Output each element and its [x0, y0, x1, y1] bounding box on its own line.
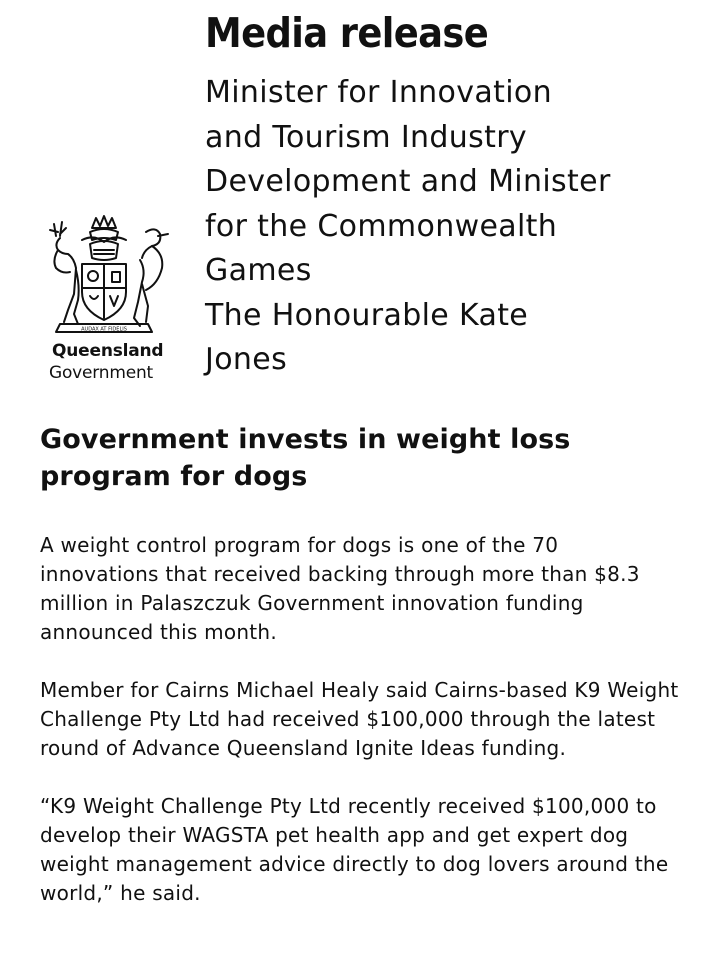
body-paragraph: “K9 Weight Challenge Pty Ltd recently received $100,000 to develop their WAGSTA pet health app and get expert dog weight management advice directly to dog lovers around the world,” he said.: [40, 794, 669, 905]
body-paragraph: A weight control program for dogs is one of the 70 innovations that received backing through more than $8.3 million in Palaszczuk Government innovation funding announced this month.: [40, 533, 640, 644]
motto-text: AUDAX AT FIDELIS: [81, 326, 127, 333]
minister-line: The Honourable Kate: [205, 297, 529, 333]
logo-wordmark-government: Government: [49, 363, 154, 383]
minister-line: for the Commonwealth: [205, 208, 558, 244]
minister-line: Minister for Innovation: [205, 75, 552, 110]
minister-line: Jones: [205, 342, 288, 377]
minister-title: [205, 71, 697, 383]
coat-of-arms-icon: [34, 210, 174, 338]
minister-line: and Tourism Industry: [205, 119, 528, 155]
minister-line: Games: [205, 253, 312, 288]
minister-line: Development and Minister: [205, 164, 611, 199]
article-body: [40, 531, 680, 908]
body-paragraph: Member for Cairns Michael Healy said Cairns-based K9 Weight Challenge Pty Ltd had received $100,000 through the latest round of Advance Queensland Ignite Ideas funding.: [40, 678, 679, 760]
media-release-title: Media release: [205, 9, 489, 57]
queensland-government-logo: [34, 210, 174, 388]
logo-wordmark-queensland: Queensland: [52, 341, 164, 361]
article-headline: Government invests in weight loss program for dogs: [40, 424, 571, 492]
